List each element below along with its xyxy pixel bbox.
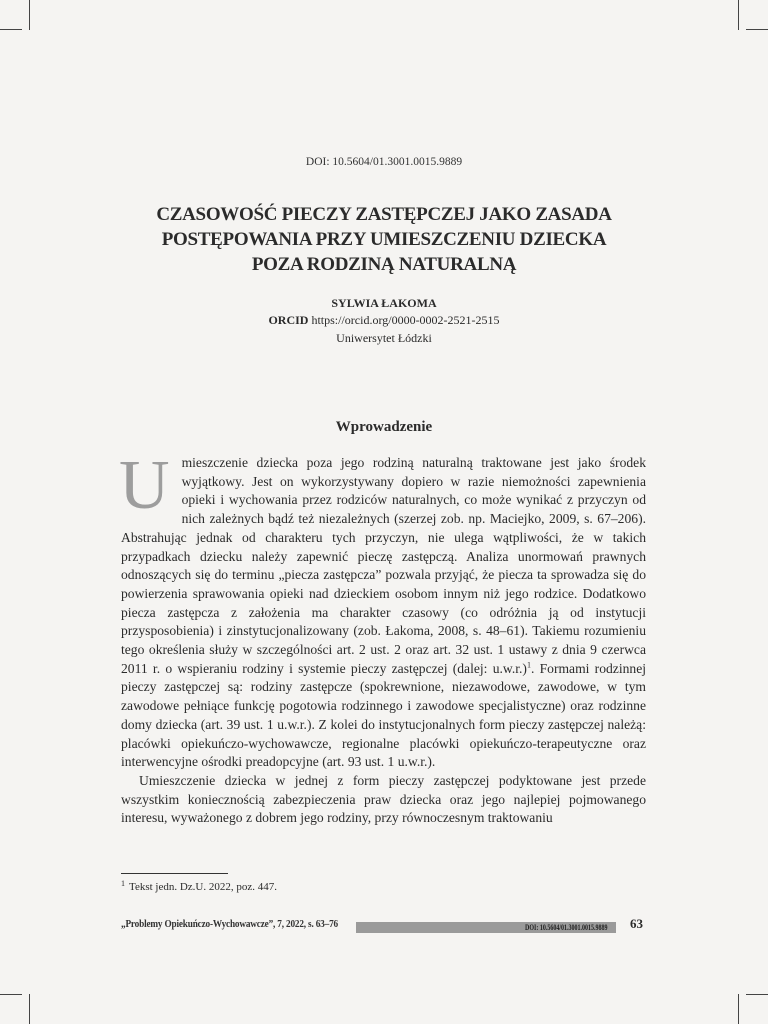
title-line: CZASOWOŚĆ PIECZY ZASTĘPCZEJ JAKO ZASADA (156, 204, 612, 225)
title-line: POZA RODZINĄ NATURALNĄ (251, 254, 517, 275)
body-text (119, 447, 647, 828)
crop-mark (29, 994, 30, 1024)
footnote-number: 1 (121, 879, 125, 888)
crop-mark (738, 0, 739, 30)
paragraph-text: . Formami rodzinnej pieczy zastępczej są: rodziny zastępcze (spokrewnione, niezawodowe, zawodowe, w tym zawodowe pełniące funkcję pogotowia rodzinnego i zawodowe specjalistyczne) oraz rodzinne domy dziecka (art. 39 ust. 1 u.w.r.). Z kolei do instytucjonalnych form pieczy zastępczej należą: placówki opiekuńczo-wychowawcze, regionalne placówki opiekuńczo-terapeutyczne oraz interwencyjne ośrodki preadopcyjne (art. 93 ust. 1 u.w.r.). (121, 660, 647, 770)
footnote-text: Tekst jedn. Dz.U. 2022, poz. 447. (129, 881, 278, 893)
author-orcid (0, 313, 768, 328)
crop-mark (29, 0, 30, 30)
doi-header: DOI: 10.5604/01.3001.0015.9889 (305, 156, 463, 168)
crop-mark (0, 994, 22, 995)
footer-doi: DOI: 10.5604/01.3001.0015.9889 (525, 923, 608, 932)
crop-mark (746, 994, 768, 995)
section-heading: Wprowadzenie (335, 419, 433, 435)
crop-mark (0, 29, 22, 30)
orcid-link[interactable]: https://orcid.org/0000-0002-2521-2515 (311, 313, 500, 327)
author-affiliation: Uniwersytet Łódzki (336, 331, 432, 345)
crop-mark (746, 29, 768, 30)
journal-citation: „Problemy Opiekuńczo-Wychowawcze”, 7, 2022, s. 63–76 (121, 919, 338, 930)
footnote-divider (121, 873, 228, 874)
crop-mark (738, 994, 739, 1024)
drop-cap: U (119, 447, 170, 524)
article-title (120, 202, 648, 277)
page-number: 63 (630, 916, 643, 931)
title-line: POSTĘPOWANIA PRZY UMIESZCZENIU DZIECKA (161, 229, 607, 250)
paragraph: Umieszczenie dziecka w jednej z form pieczy zastępczej podyktowane jest przede wszystkim koniecznością zabezpieczenia praw dziecka oraz jego najlepiej pojmowanego interesu, wyważonego z dobrem jego rodziny, przy równoczesnym traktowaniu (121, 772, 646, 826)
orcid-label: ORCID (268, 313, 309, 327)
footnote (121, 881, 277, 893)
paragraph (119, 447, 647, 772)
paragraph-text: mieszczenie dziecka poza jego rodziną naturalną traktowane jest jako środek wyjątkowy. Jest on wykorzystywany dopiero w razie niemożności zapewnienia opieki i wychowania przez rodziców naturalnych, co może wynikać z przyczyn od nich zależnych bądź też niezależnych (szerzej zob. np. Maciejko, 2009, s. 67–206). Abstrahując jednak od charakteru tych przyczyn, nie ulega wątpliwości, że w takich przypadkach dziecku należy zapewnić pieczę zastępczą. Analiza unormowań prawnych odnoszących się do terminu „piecza zastępcza” pozwala przyjąć, że piecza ta sprowadza się do powierzenia sprawowania opieki nad dzieckiem osobom innym niż jego rodzice. Dodatkowo piecza zastępcza z założenia ma charakter czasowy (co odróżnia ją od instytucji przysposobienia) i zinstytucjonalizowany (zob. Łakoma, 2008, s. 48–61). Takiemu rozumieniu tego określenia służy w szczególności art. 2 ust. 2 oraz art. 32 ust. 1 ustawy z dnia 9 czerwca 2011 r. o wspieraniu rodziny i systemie pieczy zastępczej (dalej: u.w.r.) (121, 455, 646, 676)
author-name: SYLWIA ŁAKOMA (331, 296, 437, 310)
footnote-ref[interactable]: 1 (526, 660, 531, 670)
